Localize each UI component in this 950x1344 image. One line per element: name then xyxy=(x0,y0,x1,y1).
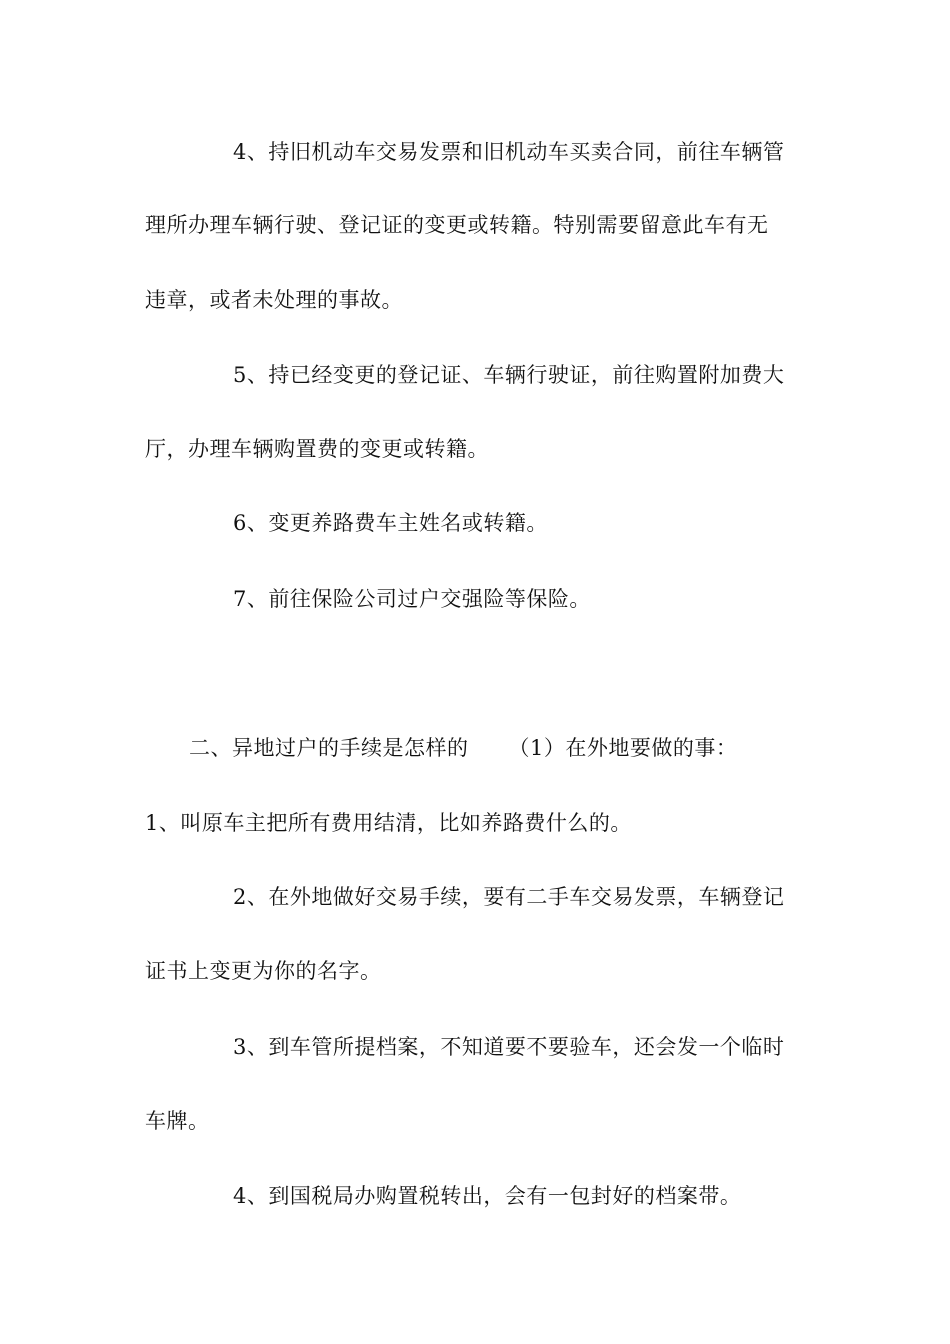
paragraph-line: 3、到车管所提档案，不知道要不要验车，还会发一个临时 xyxy=(233,1035,785,1059)
paragraph-line: 违章，或者未处理的事故。 xyxy=(145,288,403,312)
paragraph-line: 4、持旧机动车交易发票和旧机动车买卖合同，前往车辆管 xyxy=(233,140,785,164)
paragraph-line: 车牌。 xyxy=(145,1109,210,1133)
section-subheading: （1）在外地要做的事： xyxy=(508,736,738,760)
paragraph-line: 证书上变更为你的名字。 xyxy=(145,959,382,983)
paragraph-line: 7、前往保险公司过户交强险等保险。 xyxy=(233,587,591,611)
paragraph-line: 1、叫原车主把所有费用结清，比如养路费什么的。 xyxy=(145,811,632,835)
paragraph-line: 理所办理车辆行驶、登记证的变更或转籍。特别需要留意此车有无 xyxy=(145,213,769,237)
section-heading-line xyxy=(189,735,737,761)
paragraph-line: 4、到国税局办购置税转出，会有一包封好的档案带。 xyxy=(233,1184,742,1208)
paragraph-line: 2、在外地做好交易手续，要有二手车交易发票，车辆登记 xyxy=(233,885,785,909)
paragraph-line: 5、持已经变更的登记证、车辆行驶证，前往购置附加费大 xyxy=(233,363,785,387)
paragraph-line: 6、变更养路费车主姓名或转籍。 xyxy=(233,511,548,535)
section-heading: 二、异地过户的手续是怎样的 xyxy=(189,736,469,760)
paragraph-line: 厅，办理车辆购置费的变更或转籍。 xyxy=(145,437,489,461)
